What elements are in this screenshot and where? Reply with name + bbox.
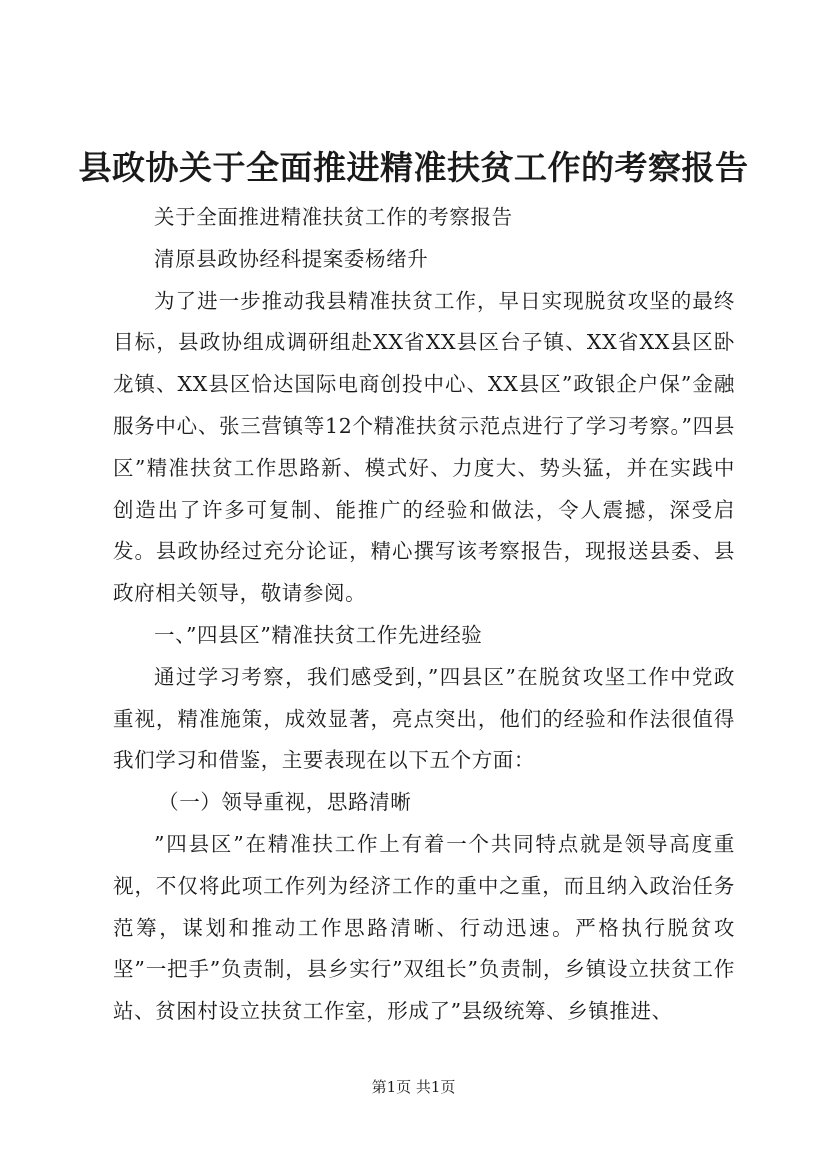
document-body: [113, 197, 735, 1033]
section-1-paragraph: 通过学习考察，我们感受到，”四县区”在脱贫攻坚工作中党政重视，精准施策，成效显著，亮点突出，他们的经验和作法很值得我们学习和借鉴，主要表现在以下五个方面：: [113, 664, 735, 773]
report-author: 清原县政协经科提案委杨绪升: [154, 246, 429, 271]
subsection-1-paragraph: ”四县区”在精准扶工作上有着一个共同特点就是领导高度重视，不仅将此项工作列为经济工作的重中之重，而且纳入政治任务范筹，谋划和推动工作思路清晰、行动迅速。严格执行脱贫攻坚”一把手”负责制，县乡实行”双组长”负责制，乡镇设立扶贫工作站、贫困村设立扶贫工作室，形成了”县级统筹、乡镇推进、: [113, 831, 735, 1024]
document-title: 县政协关于全面推进精准扶贫工作的考察报告: [78, 148, 749, 187]
section-heading-1: 一、”四县区”精准扶贫工作先进经验: [154, 622, 483, 647]
subsection-heading-1: （一）领导重视，思路清晰: [158, 790, 412, 815]
page-number-footer: 第1页 共1页: [371, 1078, 456, 1096]
report-subtitle: 关于全面推进精准扶贫工作的考察报告: [154, 205, 513, 229]
intro-paragraph: 为了进一步推动我县精准扶贫工作，早日实现脱贫攻坚的最终目标，县政协组成调研组赴XX省XX县区台子镇、XX省XX县区卧龙镇、XX县区恰达国际电商创投中心、XX县区”政银企户保”金融服务中心、张三营镇等12个精准扶贫示范点进行了学习考察。”四县区”精准扶贫工作思路新、模式好、力度大、势头猛，并在实践中创造出了许多可复制、能推广的经验和做法，令人震撼，深受启发。县政协经过充分论证，精心撰写该考察报告，现报送县委、县政府相关领导，敬请参阅。: [113, 288, 735, 606]
